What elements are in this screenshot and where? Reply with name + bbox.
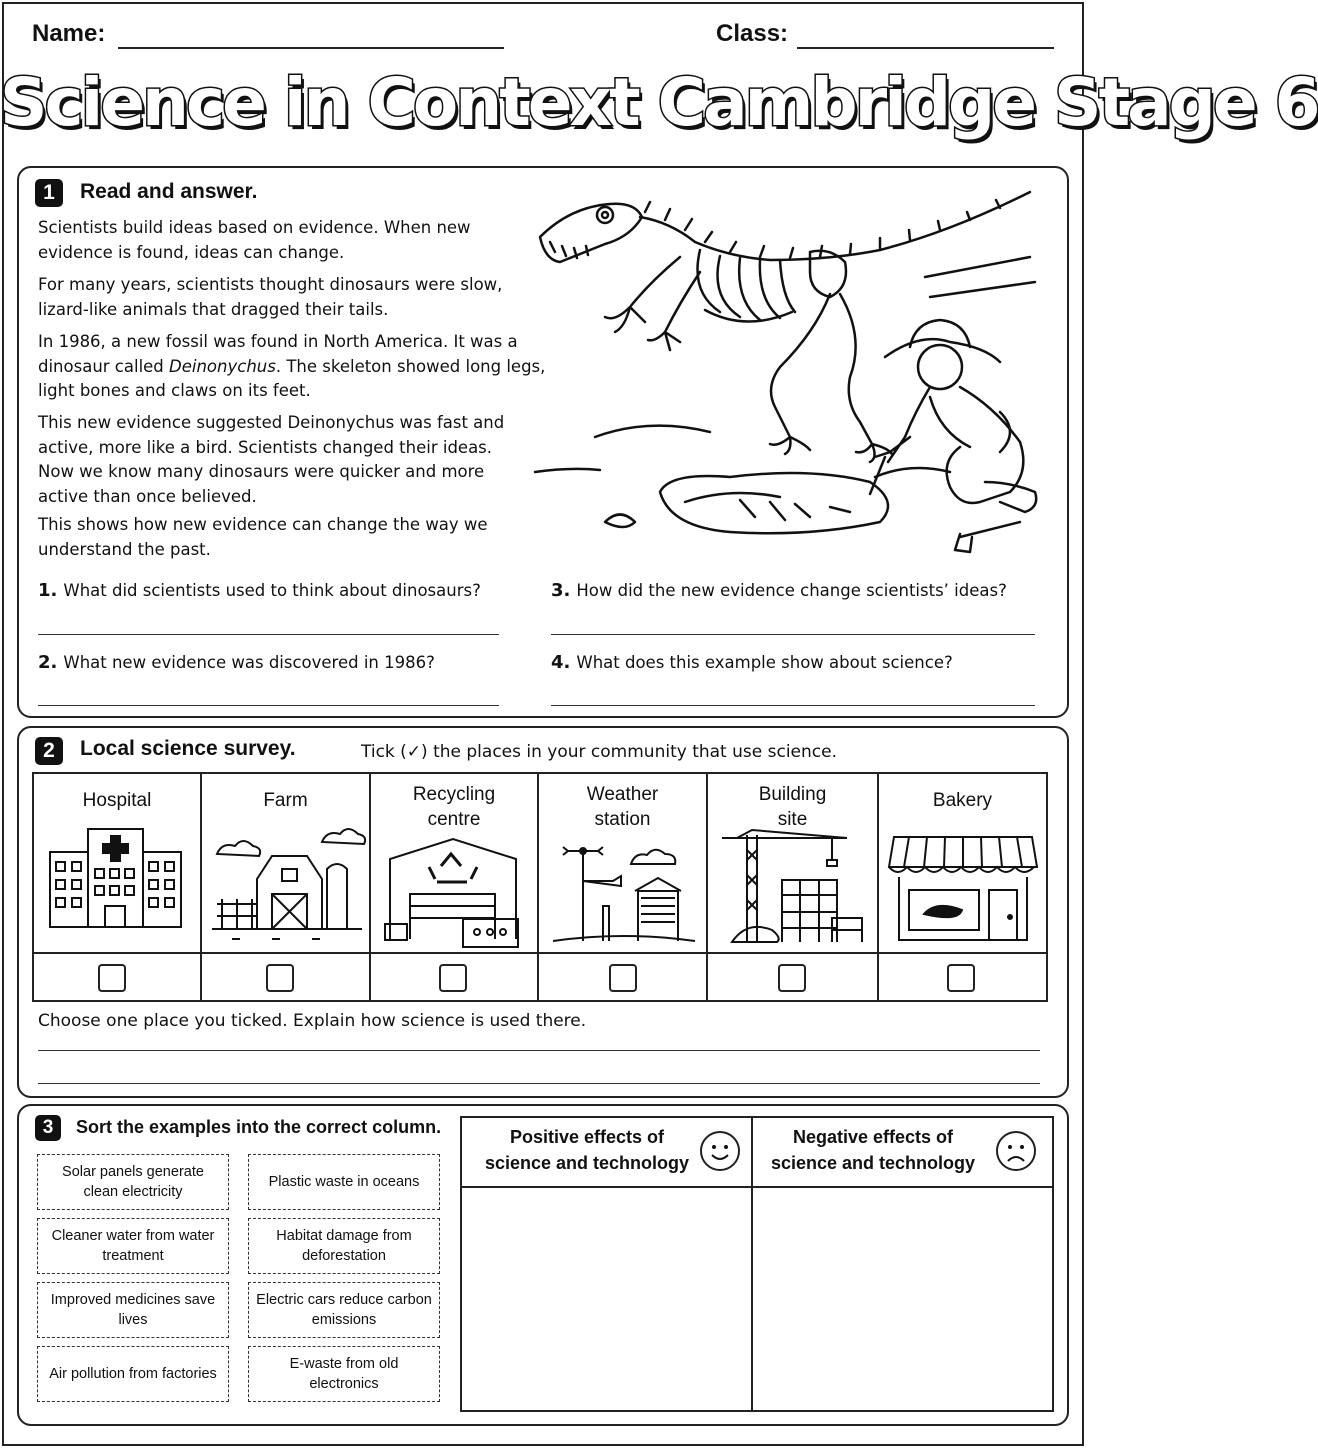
class-label: Class:: [716, 20, 789, 47]
place-cell: [879, 774, 1046, 1000]
question-number: 2.: [38, 652, 58, 673]
paragraph: This new evidence suggested Deinonychus was fast and active, more like a bird. Scientists changed their ideas. Now we know many dinosaurs were quicker and more active than once believed.: [38, 413, 505, 506]
question: [551, 580, 1007, 601]
place-cell: [371, 774, 539, 1000]
paragraph-italic: Deinonychus: [169, 356, 276, 376]
smiley-face-icon: [700, 1131, 740, 1171]
place-cell: [539, 774, 708, 1000]
place-cell: [708, 774, 879, 1000]
sort-table: [460, 1116, 1054, 1412]
place-label: Recycling centre: [412, 784, 496, 830]
question-number: 1.: [38, 580, 58, 601]
answer-line[interactable]: [551, 705, 1035, 706]
sad-face-icon-drawing: [998, 1133, 1034, 1169]
paragraph-text: . The skeleton showed long legs, light bones and claws on its feet.: [38, 356, 546, 400]
tick-box[interactable]: [947, 964, 975, 992]
place-cell: [202, 774, 371, 1000]
example-card[interactable]: Air pollution from factories: [37, 1346, 229, 1402]
place-label: Bakery: [932, 790, 993, 811]
positive-drop-zone[interactable]: [462, 1188, 751, 1410]
question-number: 3.: [551, 580, 571, 601]
building-site-icon: [722, 830, 867, 945]
place-label: Weather station: [586, 784, 659, 830]
answer-line[interactable]: [38, 634, 499, 635]
place-label: Hospital: [82, 790, 152, 811]
question: [551, 652, 953, 673]
example-card[interactable]: Improved medicines save lives: [37, 1282, 229, 1338]
example-card[interactable]: E-waste from old electronics: [248, 1346, 440, 1402]
name-field[interactable]: [118, 47, 504, 49]
smiley-face-icon-drawing: [702, 1133, 738, 1169]
name-label: Name:: [32, 20, 106, 47]
example-card[interactable]: Electric cars reduce carbon emissions: [248, 1282, 440, 1338]
bakery-icon: [889, 832, 1037, 942]
place-cell: [34, 774, 202, 1000]
hospital-icon: [48, 824, 183, 929]
answer-line[interactable]: [38, 1083, 1040, 1084]
positive-column-heading: Positive effects of science and technology: [484, 1127, 690, 1173]
place-label: Farm: [263, 790, 308, 811]
tick-box[interactable]: [98, 964, 126, 992]
question-number: 4.: [551, 652, 571, 673]
place-label: Building site: [758, 784, 827, 830]
paragraph: [38, 330, 553, 404]
paragraph: Scientists build ideas based on evidence. When new evidence is found, ideas can change.: [38, 218, 471, 262]
weather-station-icon: [553, 836, 695, 946]
section-heading: Read and answer.: [80, 180, 258, 203]
section-number: 1: [35, 179, 63, 207]
tick-box[interactable]: [778, 964, 806, 992]
farm-icon: [212, 824, 362, 939]
paragraph: For many years, scientists thought dinosaurs were slow, lizard-like animals that dragged their tails.: [38, 275, 503, 319]
example-card[interactable]: Solar panels generate clean electricity: [37, 1154, 229, 1210]
question: [38, 652, 435, 673]
answer-line[interactable]: [38, 705, 499, 706]
question-text: How did the new evidence change scientists’ ideas?: [576, 581, 1007, 600]
question-text: What new evidence was discovered in 1986?: [63, 653, 435, 672]
question-text: What does this example show about science?: [576, 653, 953, 672]
recycling-centre-icon: [385, 834, 525, 949]
tick-box[interactable]: [439, 964, 467, 992]
paragraph: This shows how new evidence can change the way we understand the past.: [38, 515, 488, 559]
answer-line[interactable]: [551, 634, 1035, 635]
example-card[interactable]: Habitat damage from deforestation: [248, 1218, 440, 1274]
section-heading: Local science survey.: [80, 737, 296, 760]
question-text: What did scientists used to think about dinosaurs?: [63, 581, 481, 600]
answer-line[interactable]: [38, 1050, 1040, 1051]
explain-prompt: Choose one place you ticked. Explain how science is used there.: [38, 1011, 587, 1031]
paragraph-text: In 1986, a new fossil was found in North America. It was a dinosaur called: [38, 332, 518, 376]
class-field[interactable]: [797, 47, 1054, 49]
dinosaur-fossil-illustration: [530, 182, 1055, 557]
survey-grid: [32, 772, 1048, 1002]
negative-column-heading: Negative effects of science and technology: [770, 1127, 976, 1173]
page-title: Science in Context Cambridge Stage 6: [0, 64, 1318, 141]
tick-box[interactable]: [609, 964, 637, 992]
example-card[interactable]: Cleaner water from water treatment: [37, 1218, 229, 1274]
section-number: 3: [35, 1115, 61, 1141]
example-card[interactable]: Plastic waste in oceans: [248, 1154, 440, 1210]
section-number: 2: [35, 737, 63, 765]
tick-box[interactable]: [266, 964, 294, 992]
sad-face-icon: [996, 1131, 1036, 1171]
negative-drop-zone[interactable]: [753, 1188, 1052, 1410]
section-heading: Sort the examples into the correct column.: [76, 1117, 442, 1137]
survey-instruction: Tick (✓) the places in your community that use science.: [361, 742, 837, 762]
question: [38, 580, 481, 601]
